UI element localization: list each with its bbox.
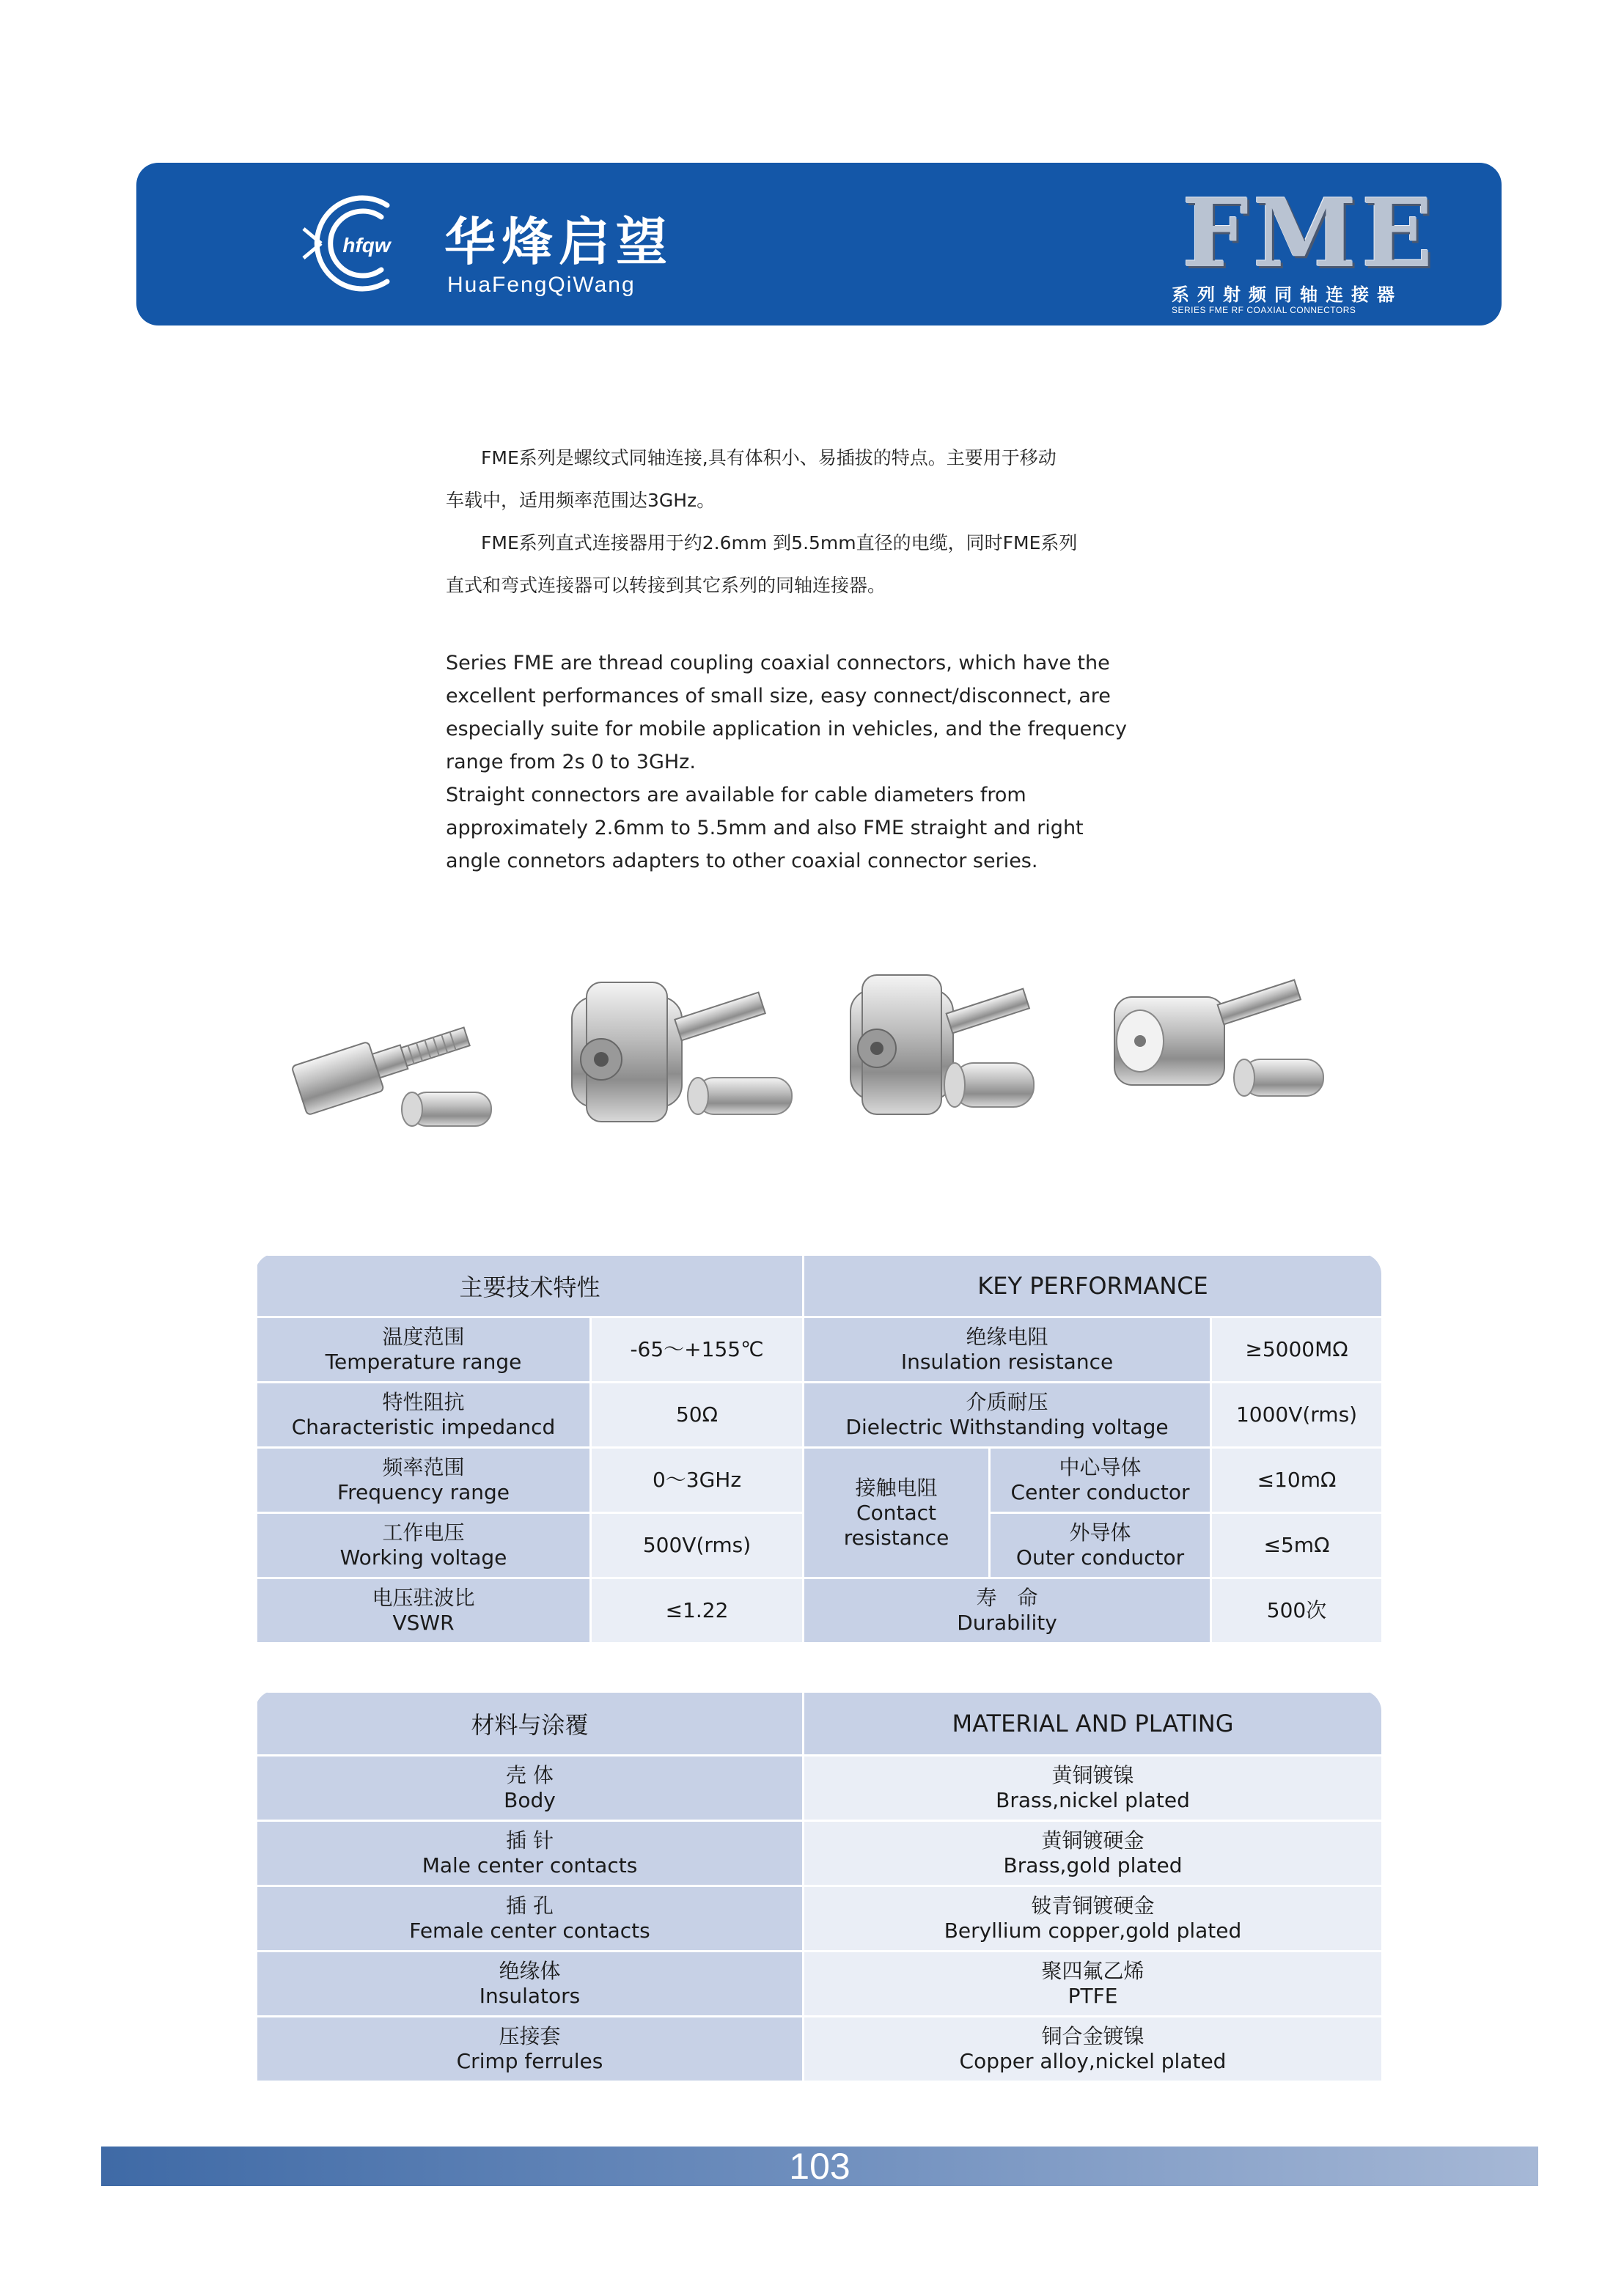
series-subtitle-en: SERIES FME RF COAXIAL CONNECTORS [1172,305,1356,315]
spec-value: 0～3GHz [591,1448,804,1513]
performance-header-en: KEY PERFORMANCE [804,1255,1381,1317]
spec-label: 特性阻抗 Characteristic impedancd [257,1383,591,1448]
spec-value: ≤5mΩ [1211,1513,1381,1578]
spec-value: ≤1.22 [591,1578,804,1644]
spec-value: 50Ω [591,1383,804,1448]
company-logo [299,185,424,302]
spec-label: 电压驻波比 VSWR [257,1578,591,1644]
table-row [257,1952,1382,2017]
table-row [257,1448,1382,1513]
fme-bulkhead-jack-alt-image [836,968,1085,1144]
table-row [257,1756,1382,1821]
product-images [271,968,1371,1144]
intro-cn-line: FME系列直式连接器用于约2.6mm 到5.5mm直径的电缆，同时FME系列 [481,532,1078,553]
spec-label: 绝缘电阻 Insulation resistance [804,1317,1211,1383]
spec-value: -65～+155℃ [591,1317,804,1383]
table-row [257,1317,1382,1383]
logo-text: hfqw [342,234,391,257]
brand-name-cn: 华烽启望 [444,211,673,272]
key-performance-table [255,1254,1381,1644]
material-plating-table [255,1691,1381,2083]
series-title: FME [1182,179,1438,289]
intro-chinese [446,437,1208,607]
spec-label: 介质耐压 Dielectric Withstanding voltage [804,1383,1211,1448]
material-part: 插 孔 Female center contacts [257,1886,804,1952]
material-value: 聚四氟乙烯 PTFE [804,1952,1382,2017]
material-header-en: MATERIAL AND PLATING [804,1692,1382,1756]
material-part: 绝缘体 Insulators [257,1952,804,2017]
brand-name-en: HuaFengQiWang [447,273,636,297]
intro-en-line: excellent performances of small size, easy connect/disconnect, are [446,685,1111,707]
spec-label: 外导体 Outer conductor [990,1513,1211,1578]
spec-value: ≤10mΩ [1211,1448,1381,1513]
spec-label: 接触电阻 Contact resistance [804,1448,990,1578]
intro-english [446,647,1157,878]
footer-bar [101,2147,1538,2186]
spec-value: 500V(rms) [591,1513,804,1578]
spec-value: 1000V(rms) [1211,1383,1381,1448]
spec-value: 500次 [1211,1578,1381,1644]
header-banner [136,163,1502,325]
intro-en-line: approximately 2.6mm to 5.5mm and also FME straight and right [446,817,1084,839]
intro-cn-line: 车载中，适用频率范围达3GHz。 [446,490,716,511]
page-number: 103 [789,2146,850,2187]
intro-en-line: Series FME are thread coupling coaxial connectors, which have the [446,652,1110,674]
table-row [257,1886,1382,1952]
intro-en-line: Straight connectors are available for cable diameters from [446,784,1026,806]
material-part: 壳 体 Body [257,1756,804,1821]
material-part: 插 针 Male center contacts [257,1821,804,1886]
table-row [257,1383,1382,1448]
material-value: 铜合金镀镍 Copper alloy,nickel plated [804,2017,1382,2082]
spec-label: 寿 命 Durability [804,1578,1211,1644]
fme-female-jack-image [1100,968,1349,1144]
spec-label: 工作电压 Working voltage [257,1513,591,1578]
series-subtitle-cn: 系列射频同轴连接器 [1172,284,1403,305]
table-row [257,1821,1382,1886]
material-value: 黄铜镀硬金 Brass,gold plated [804,1821,1382,1886]
intro-en-line: range from 2s 0 to 3GHz. [446,751,696,773]
material-part: 压接套 Crimp ferrules [257,2017,804,2082]
material-header-cn: 材料与涂覆 [257,1692,804,1756]
fme-bulkhead-jack-image [557,968,807,1144]
material-value: 铍青铜镀硬金 Beryllium copper,gold plated [804,1886,1382,1952]
intro-cn-line: 直式和弯式连接器可以转接到其它系列的同轴连接器。 [446,575,886,596]
spec-label: 温度范围 Temperature range [257,1317,591,1383]
performance-header-cn: 主要技术特性 [257,1255,804,1317]
intro-en-line: especially suite for mobile application in vehicles, and the frequency [446,718,1128,740]
spec-label: 频率范围 Frequency range [257,1448,591,1513]
material-value: 黄铜镀镍 Brass,nickel plated [804,1756,1382,1821]
fme-plug-image [271,968,521,1144]
intro-en-line: angle connetors adapters to other coaxial connector series. [446,850,1038,872]
spec-label: 中心导体 Center conductor [990,1448,1211,1513]
spec-value: ≥5000MΩ [1211,1317,1381,1383]
table-row [257,2017,1382,2082]
intro-cn-line: FME系列是螺纹式同轴连接,具有体积小、易插拔的特点。主要用于移动 [481,447,1057,468]
table-row [257,1578,1382,1644]
